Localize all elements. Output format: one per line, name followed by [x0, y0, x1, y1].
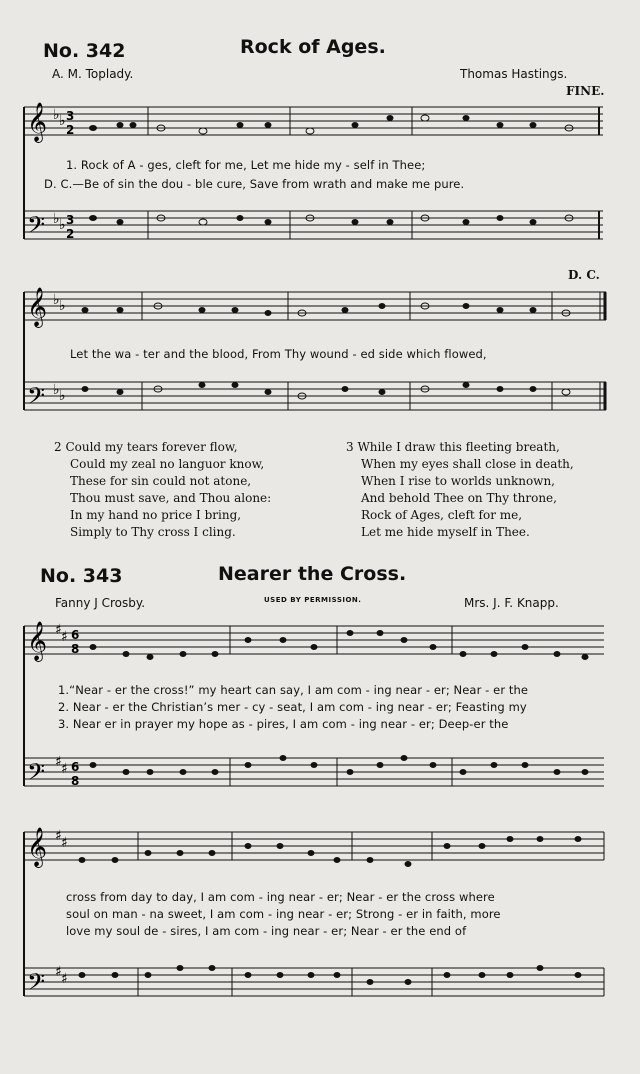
svg-text:8: 8: [71, 642, 80, 656]
svg-text:♯: ♯: [55, 622, 62, 638]
lyric-line: 1.“Near - er the cross!” my heart can say, I am com - ing near - er; Near - er the: [58, 683, 529, 697]
svg-text:6: 6: [71, 760, 80, 774]
svg-text:𝄞: 𝄞: [27, 287, 48, 327]
lyric-line: 3. Near er in prayer my hope as - pires, I am com - ing near - er; Deep-er the: [58, 717, 509, 731]
verse-line: Thou must save, and Thou alone:: [70, 491, 272, 505]
lyric-line: love my soul de - sires, I am com - ing near - er; Near - er the end of: [66, 924, 467, 938]
svg-text:♯: ♯: [55, 964, 62, 980]
author-credit: A. M. Toplady.: [52, 67, 134, 81]
svg-text:♯: ♯: [55, 828, 62, 844]
lyric-line: 2. Near - er the Christian’s mer - cy - seat, I am com - ing near - er; Feasting my: [58, 700, 527, 714]
svg-text:𝄞: 𝄞: [27, 621, 48, 661]
fine-marking: FINE.: [566, 84, 605, 98]
lyric-line: cross from day to day, I am com - ing near - er; Near - er the cross where: [66, 890, 495, 904]
svg-text:𝄢: 𝄢: [27, 211, 46, 244]
svg-text:𝄢: 𝄢: [27, 968, 46, 1001]
svg-text:♯: ♯: [61, 835, 68, 851]
verse-2: [54, 439, 271, 541]
svg-text:♭: ♭: [59, 388, 66, 404]
verse-line: 2 Could my tears forever flow,: [54, 440, 238, 454]
svg-text:♭: ♭: [53, 292, 60, 308]
svg-text:♭: ♭: [59, 217, 66, 233]
svg-text:6: 6: [71, 628, 80, 642]
lyric-line: soul on man - na sweet, I am com - ing near - er; Strong - er in faith, more: [66, 907, 501, 921]
lyric-line: Let the wa - ter and the blood, From Thy wound - ed side which flowed,: [70, 347, 487, 361]
hymn-number: No. 342: [43, 40, 126, 62]
verse-line: When my eyes shall close in death,: [361, 457, 574, 471]
svg-text:2: 2: [66, 123, 75, 137]
svg-text:♯: ♯: [61, 629, 68, 645]
verse-line: 3 While I draw this fleeting breath,: [346, 440, 560, 454]
verse-line: And behold Thee on Thy throne,: [361, 491, 557, 505]
hymn-title: Rock of Ages.: [240, 36, 386, 58]
verse-line: Rock of Ages, cleft for me,: [361, 508, 523, 522]
svg-text:𝄢: 𝄢: [27, 758, 46, 791]
svg-text:𝄞: 𝄞: [27, 827, 48, 867]
svg-text:♭: ♭: [53, 211, 60, 227]
composer-credit: Thomas Hastings.: [460, 67, 568, 81]
verse-line: Could my zeal no languor know,: [70, 457, 265, 471]
svg-text:𝄢: 𝄢: [27, 382, 46, 415]
svg-text:♭: ♭: [53, 382, 60, 398]
composer-credit: Mrs. J. F. Knapp.: [464, 596, 559, 610]
hymn-number: No. 343: [40, 565, 123, 587]
lyric-line: 1. Rock of A - ges, cleft for me, Let me hide my - self in Thee;: [66, 158, 426, 172]
verse-3: [346, 439, 574, 541]
svg-text:3: 3: [66, 109, 75, 123]
svg-text:♭: ♭: [53, 107, 60, 123]
verse-line: Let me hide myself in Thee.: [361, 525, 530, 539]
dc-marking: D. C.: [568, 268, 600, 282]
verse-line: These for sin could not atone,: [70, 474, 252, 488]
svg-text:8: 8: [71, 774, 80, 788]
svg-text:♯: ♯: [61, 971, 68, 987]
svg-text:♯: ♯: [55, 754, 62, 770]
svg-text:♭: ♭: [59, 113, 66, 129]
svg-text:2: 2: [66, 227, 75, 241]
hymn-title: Nearer the Cross.: [218, 563, 407, 585]
svg-text:𝄞: 𝄞: [27, 102, 48, 142]
svg-text:♯: ♯: [61, 761, 68, 777]
verse-line: In my hand no price I bring,: [70, 508, 242, 522]
svg-text:3: 3: [66, 213, 75, 227]
verse-line: When I rise to worlds unknown,: [361, 474, 555, 488]
author-credit: Fanny J Crosby.: [55, 596, 146, 610]
lyric-line: D. C.—Be of sin the dou - ble cure, Save from wrath and make me pure.: [44, 177, 465, 191]
permission-note: USED BY PERMISSION.: [264, 596, 362, 604]
verse-line: Simply to Thy cross I cling.: [70, 525, 236, 539]
svg-text:♭: ♭: [59, 298, 66, 314]
